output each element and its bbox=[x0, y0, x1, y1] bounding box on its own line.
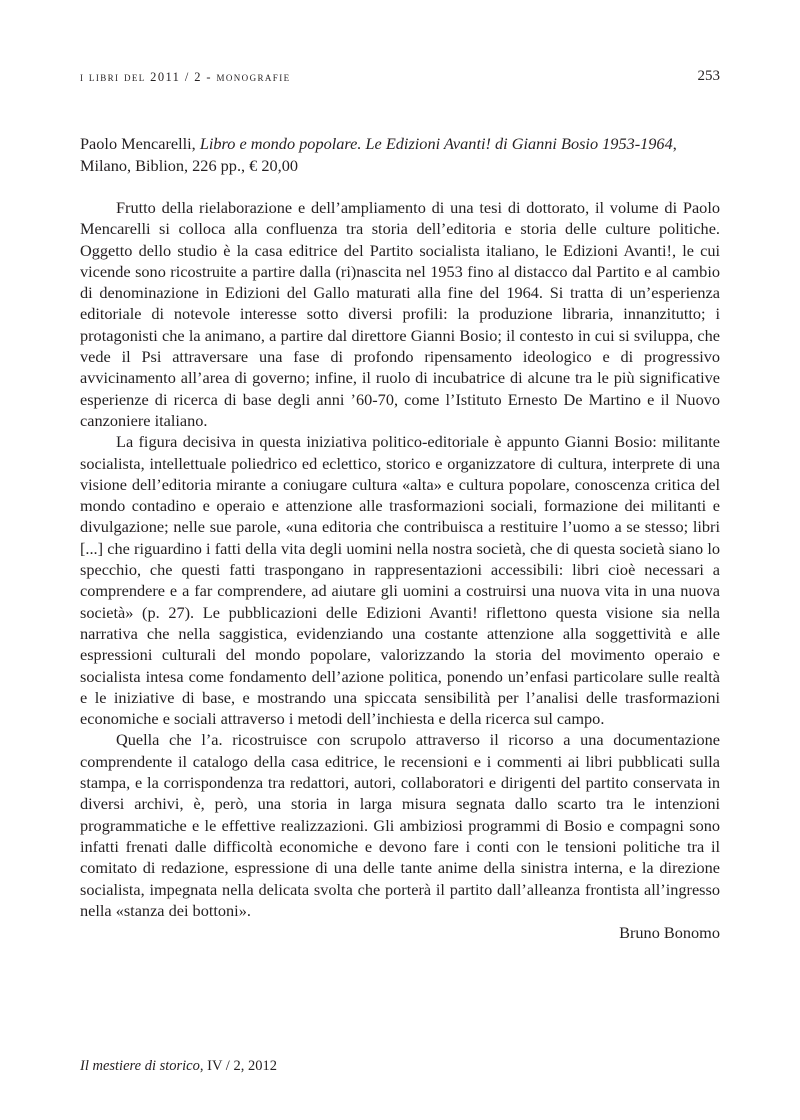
journal-footer bbox=[80, 1058, 277, 1075]
running-header bbox=[80, 68, 720, 90]
review-author: Bruno Bonomo bbox=[619, 923, 720, 943]
running-title: i libri del 2011 / 2 - monografie bbox=[80, 70, 291, 84]
page-number: 253 bbox=[697, 68, 720, 84]
citation-title: Libro e mondo popolare. Le Edizioni Avanti! di Gianni Bosio 1953-1964 bbox=[199, 134, 673, 153]
citation-author: Paolo Mencarelli, bbox=[80, 134, 200, 153]
citation-publication: , Milano, Biblion, 226 pp., € 20,00 bbox=[80, 134, 677, 175]
paragraph: La figura decisiva in questa iniziativa politico-editoriale è appunto Gianni Bosio: militante socialista, intellettuale poliedrico ed eclettico, storico e organizzatore di cultura, interprete di una visione dell’editoria mirante a coniugare cultura «alta» e cultura popolare, conoscenza critica del mondo contadino e operaio e attenzione alle trasformazioni sociali, formazione dei militanti e divulgazione; nelle sue parole, «una editoria che contribuisca a restituire l’uomo a se stesso; libri [...] che riguardino i fatti della vita degli uomini nella nostra società, che di questa società siano lo specchio, che questi fatti traspongano in rappresentazioni accessibili: libri cioè necessari a comprendere e a far comprendere, ad aiutare gli uomini a costruirsi una nuova vita in una nuova società» (p. 27). Le pubblicazioni delle Edizioni Avanti! riflettono questa visione sia nella narrativa che nella saggistica, evidenziando una costante attenzione alla soggettività e alle espressioni culturali del mondo popolare, valorizzando la storia del movimento operaio e socialista intesa come fondamento dell’azione politica, ponendo un’enfasi particolare sulle realtà e le iniziative di base, e mostrando una spiccata sensibilità per l’analisi delle trasformazioni economiche e sociali attraverso i metodi dell’inchiesta e della ricerca sul campo. bbox=[80, 432, 720, 729]
paragraph: Frutto della rielaborazione e dell’ampliamento di una tesi di dottorato, il volume di Paolo Mencarelli si colloca alla confluenza tra storia dell’editoria e storia delle culture politiche. Oggetto dello studio è la casa editrice del Partito socialista italiano, le Edizioni Avanti!, le cui vicende sono ricostruite a partire dalla (ri)nascita nel 1953 fino al distacco dal Partito e al cambio di denominazione in Edizioni del Gallo maturati alla fine del 1964. Si tratta di un’esperienza editoriale di notevole interesse sotto diversi profili: la produzione libraria, innanzitutto; i protagonisti che la animano, a partire dal direttore Gianni Bosio; il contesto in cui si sviluppa, che vede il Psi attraversare una fase di profondo ripensamento ideologico e di progressivo avvicinamento all’area di governo; infine, il ruolo di incubatrice di alcune tra le più significative esperienze di ricerca di base degli anni ’60-70, come l’Istituto Ernesto De Martino e il Nuovo canzoniere italiano. bbox=[80, 198, 720, 430]
review-body bbox=[80, 197, 720, 943]
journal-name: Il mestiere di storico bbox=[80, 1058, 200, 1074]
paragraph: Quella che l’a. ricostruisce con scrupolo attraverso il ricorso a una documentazione comprendente il catalogo della casa editrice, le recensioni e i commenti ai libri pubblicati sulla stampa, e la corrispondenza tra redattori, autori, collaboratori e dirigenti del partito conservata in diversi archivi, è, però, una storia in larga misura segnata dallo scarto tra le intenzioni programmatiche e le effettive realizzazioni. Gli ambiziosi programmi di Bosio e compagni sono infatti frenati dalle difficoltà economiche e devono fare i conti con le tensioni politiche tra il comitato di redazione, espressione di una delle tante anime della sinistra interna, e la direzione socialista, impegnata nella delicata svolta che porterà il partito dall’alleanza frontista all’ingresso nella «stanza dei bottoni». bbox=[80, 730, 720, 920]
journal-issue: , IV / 2, 2012 bbox=[199, 1058, 277, 1074]
book-citation bbox=[80, 133, 720, 177]
